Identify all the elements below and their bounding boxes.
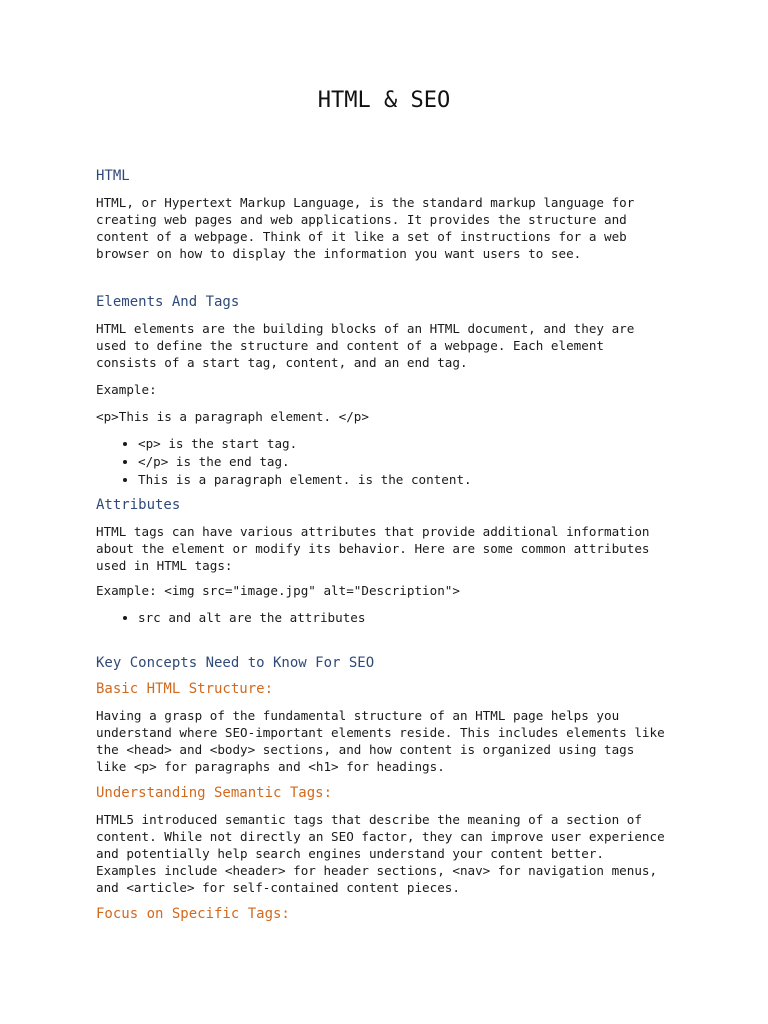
page-title: HTML & SEO [317, 88, 451, 113]
elements-paragraph: HTML elements are the building blocks of an HTML document, and they are used to define the structure and content of a webpage. Each element consists of a start tag, content, and an end tag. [96, 321, 635, 370]
semantic-tags-paragraph: HTML5 introduced semantic tags that describe the meaning of a section of content. While not directly an SEO factor, they can improve user experience and potentially help search engines understand your content better. Examples include <header> for header sections, <nav> for navigation menus, and <article> for self-contained content pieces. [96, 812, 665, 895]
attributes-bullet-list [96, 609, 676, 627]
html-paragraph: HTML, or Hypertext Markup Language, is the standard markup language for creating web pages and web applications. It provides the structure and content of a webpage. Think of it like a set of instructions for a web browser on how to display the information you want users to see. [96, 195, 635, 261]
subheading-specific-tags: Focus on Specific Tags: [96, 906, 290, 922]
section-heading-elements: Elements And Tags [96, 294, 240, 310]
attributes-paragraph: HTML tags can have various attributes that provide additional information about the element or modify its behavior. Here are some common attributes used in HTML tags: [96, 524, 650, 573]
list-item: • This is a paragraph element. is the content. [138, 471, 676, 489]
elements-example-code: <p>This is a paragraph element. </p> [96, 409, 369, 424]
subheading-basic-structure: Basic HTML Structure: [96, 681, 274, 697]
list-item: • </p> is the end tag. [138, 453, 676, 471]
list-item: • <p> is the start tag. [138, 435, 676, 453]
section-heading-html: HTML [96, 168, 130, 184]
basic-structure-paragraph: Having a grasp of the fundamental structure of an HTML page helps you understand where SEO-important elements reside. This includes elements like the <head> and <body> sections, and how content is organized using tags like <p> for paragraphs and <h1> for headings. [96, 708, 665, 774]
document-body [96, 166, 676, 924]
section-heading-seo: Key Concepts Need to Know For SEO [96, 655, 375, 671]
list-item: • src and alt are the attributes [138, 609, 676, 627]
attributes-example: Example: <img src="image.jpg" alt="Description"> [96, 583, 460, 598]
elements-bullet-list [96, 435, 676, 489]
subheading-semantic-tags: Understanding Semantic Tags: [96, 785, 333, 801]
elements-example-label: Example: [96, 382, 157, 397]
section-heading-attributes: Attributes [96, 497, 181, 513]
